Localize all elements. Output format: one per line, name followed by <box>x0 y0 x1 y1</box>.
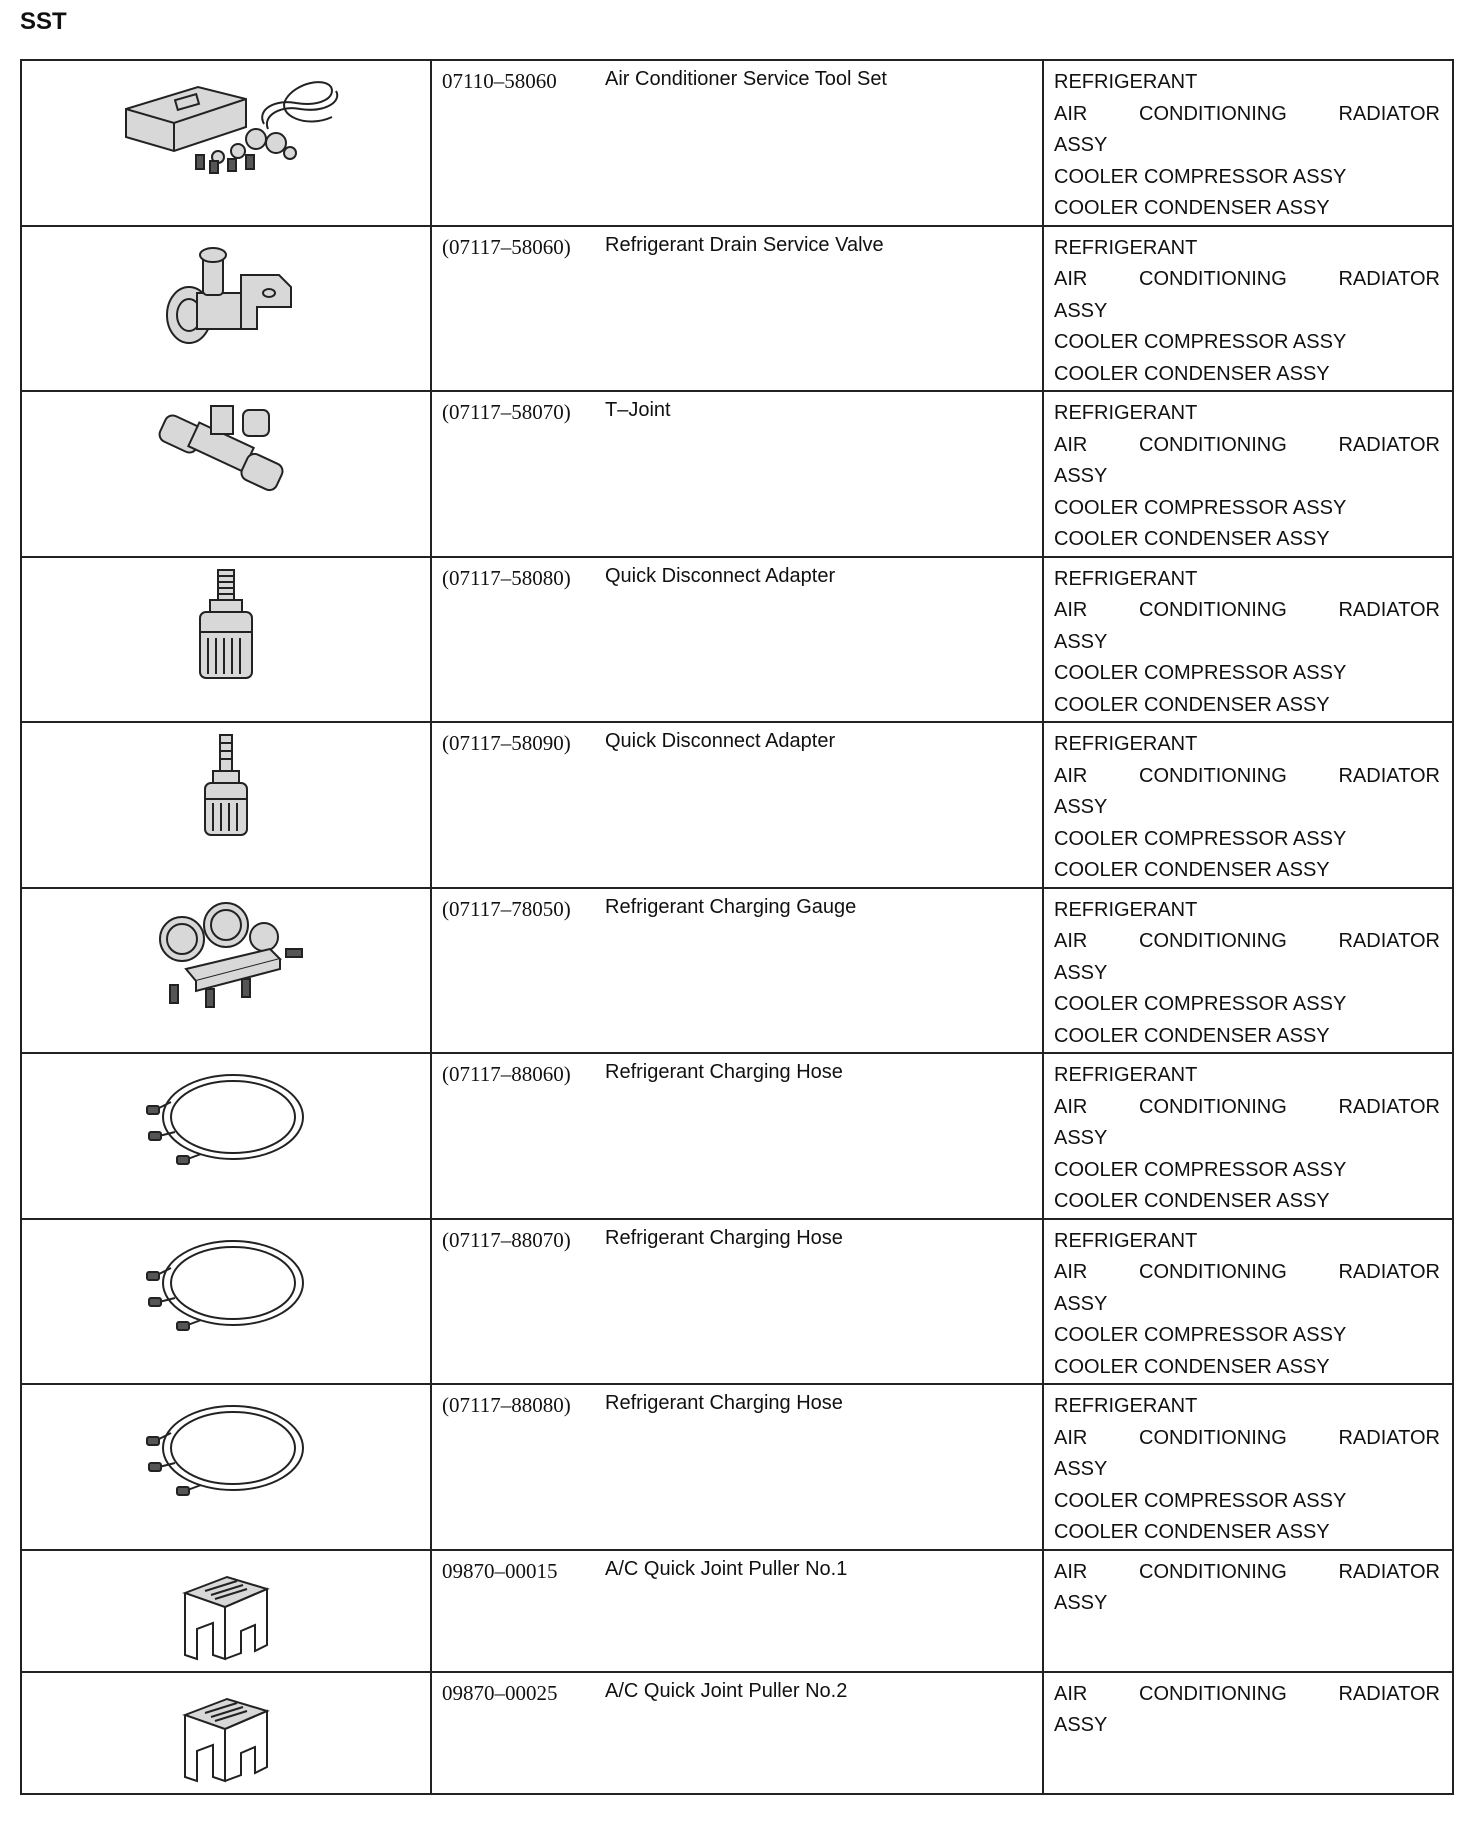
part-number-cell <box>431 888 593 1054</box>
tool-row <box>21 1219 1453 1385</box>
usage-item: COOLER COMPRESSOR ASSY <box>1054 1489 1347 1512</box>
tool-name-cell <box>593 1550 1043 1672</box>
tool-illustration-cell <box>21 226 431 392</box>
usage-cell <box>1043 1384 1453 1550</box>
tool-name: Refrigerant Charging Hose <box>605 1226 843 1249</box>
usage-cell <box>1043 391 1453 557</box>
tool-illustration-cell <box>21 1550 431 1672</box>
tool-row <box>21 1384 1453 1550</box>
usage-item: AIR CONDITIONING RADIATOR <box>1054 1426 1440 1449</box>
part-number-cell <box>431 557 593 723</box>
part-number-cell <box>431 1219 593 1385</box>
usage-cell <box>1043 1219 1453 1385</box>
part-number-cell <box>431 722 593 888</box>
part-number-cell <box>431 1053 593 1219</box>
tool-name: A/C Quick Joint Puller No.1 <box>605 1557 848 1580</box>
usage-item: COOLER COMPRESSOR ASSY <box>1054 662 1347 684</box>
usage-item: REFRIGERANT <box>1054 1395 1198 1417</box>
tool-name-cell <box>593 557 1043 723</box>
tool-name-cell <box>593 1672 1043 1794</box>
usage-item: AIR CONDITIONING RADIATOR <box>1054 102 1440 125</box>
usage-cell <box>1043 557 1453 723</box>
hose-icon <box>22 1054 430 1172</box>
part-number: (07117–88080) <box>442 1393 571 1417</box>
usage-item: COOLER COMPRESSOR ASSY <box>1054 1158 1347 1181</box>
tool-name: Air Conditioner Service Tool Set <box>605 68 887 90</box>
usage-item: COOLER COMPRESSOR ASSY <box>1054 331 1347 353</box>
usage-item: AIR CONDITIONING RADIATOR <box>1054 1682 1440 1705</box>
usage-item: COOLER COMPRESSOR ASSY <box>1054 1324 1347 1346</box>
adapter-small-icon <box>22 723 430 841</box>
usage-item: COOLER COMPRESSOR ASSY <box>1054 165 1347 188</box>
usage-item: REFRIGERANT <box>1054 236 1198 259</box>
part-number-cell <box>431 60 593 226</box>
usage-item: AIR CONDITIONING RADIATOR <box>1054 599 1440 621</box>
tool-row <box>21 1053 1453 1219</box>
usage-item: AIR CONDITIONING RADIATOR <box>1054 930 1440 952</box>
usage-item: COOLER CONDENSER ASSY <box>1054 1190 1330 1212</box>
tool-row <box>21 391 1453 557</box>
hose-icon <box>22 1385 430 1503</box>
usage-item: REFRIGERANT <box>1054 1064 1198 1086</box>
usage-item: COOLER COMPRESSOR ASSY <box>1054 496 1347 519</box>
part-number: (07117–58060) <box>442 234 571 259</box>
usage-item: COOLER CONDENSER ASSY <box>1054 197 1330 219</box>
tool-name: Refrigerant Charging Hose <box>605 1392 843 1414</box>
usage-item: ASSY <box>1054 630 1108 653</box>
usage-item: COOLER CONDENSER ASSY <box>1054 1521 1330 1543</box>
usage-item: REFRIGERANT <box>1054 71 1198 93</box>
usage-cell <box>1043 1550 1453 1672</box>
usage-cell <box>1043 722 1453 888</box>
tool-row <box>21 1550 1453 1672</box>
tool-name-cell <box>593 391 1043 557</box>
tool-row <box>21 557 1453 723</box>
usage-item: AIR CONDITIONING RADIATOR <box>1054 433 1440 456</box>
adapter-icon <box>22 558 430 686</box>
usage-item: COOLER CONDENSER ASSY <box>1054 1355 1330 1378</box>
usage-item: ASSY <box>1054 1127 1108 1149</box>
part-number: 09870–00015 <box>442 1558 558 1583</box>
tool-illustration-cell <box>21 557 431 723</box>
gauge-manifold-icon <box>22 889 430 1017</box>
part-number-cell <box>431 391 593 557</box>
tool-name: Quick Disconnect Adapter <box>605 564 836 587</box>
usage-item: AIR CONDITIONING RADIATOR <box>1054 1560 1440 1583</box>
tool-illustration-cell <box>21 60 431 226</box>
usage-cell <box>1043 1053 1453 1219</box>
tool-name-cell <box>593 60 1043 226</box>
part-number: (07117–58080) <box>442 565 571 590</box>
part-number: (07117–88070) <box>442 1227 571 1252</box>
usage-item: AIR CONDITIONING RADIATOR <box>1054 1095 1440 1118</box>
tool-row <box>21 60 1453 226</box>
joint-puller-icon <box>22 1673 430 1791</box>
tool-name-cell <box>593 1384 1043 1550</box>
tool-illustration-cell <box>21 722 431 888</box>
tool-name: Refrigerant Drain Service Valve <box>605 233 884 256</box>
sst-table <box>20 59 1454 1795</box>
part-number: (07117–78050) <box>442 896 571 921</box>
usage-item: REFRIGERANT <box>1054 567 1198 590</box>
usage-cell <box>1043 888 1453 1054</box>
tool-row <box>21 226 1453 392</box>
tool-name-cell <box>593 1053 1043 1219</box>
tool-illustration-cell <box>21 1384 431 1550</box>
part-number: 07110–58060 <box>442 69 557 93</box>
usage-cell <box>1043 226 1453 392</box>
part-number-cell <box>431 1672 593 1794</box>
part-number-cell <box>431 1384 593 1550</box>
tool-name: Quick Disconnect Adapter <box>605 730 836 752</box>
usage-cell <box>1043 60 1453 226</box>
usage-item: REFRIGERANT <box>1054 898 1198 921</box>
usage-item: COOLER CONDENSER ASSY <box>1054 362 1330 385</box>
tool-illustration-cell <box>21 1219 431 1385</box>
part-number-cell <box>431 226 593 392</box>
tool-name: Refrigerant Charging Hose <box>605 1061 843 1083</box>
usage-item: ASSY <box>1054 796 1108 818</box>
tool-illustration-cell <box>21 888 431 1054</box>
tool-illustration-cell <box>21 1672 431 1794</box>
tool-name-cell <box>593 1219 1043 1385</box>
part-number-cell <box>431 1550 593 1672</box>
usage-item: ASSY <box>1054 134 1108 156</box>
usage-item: AIR CONDITIONING RADIATOR <box>1054 268 1440 290</box>
usage-item: REFRIGERANT <box>1054 402 1198 424</box>
usage-item: ASSY <box>1054 465 1108 487</box>
tool-name-cell <box>593 226 1043 392</box>
part-number: (07117–88060) <box>442 1062 571 1086</box>
part-number: (07117–58090) <box>442 731 571 755</box>
tool-name-cell <box>593 722 1043 888</box>
usage-item: REFRIGERANT <box>1054 733 1198 755</box>
usage-item: COOLER COMPRESSOR ASSY <box>1054 993 1347 1015</box>
tool-row <box>21 1672 1453 1794</box>
usage-item: COOLER CONDENSER ASSY <box>1054 693 1330 716</box>
t-joint-icon <box>22 392 430 500</box>
usage-item: ASSY <box>1054 1592 1108 1614</box>
usage-cell <box>1043 1672 1453 1794</box>
page-title: SST <box>20 8 67 35</box>
usage-item: AIR CONDITIONING RADIATOR <box>1054 764 1440 787</box>
part-number: 09870–00025 <box>442 1680 558 1705</box>
tool-row <box>21 888 1453 1054</box>
usage-item: ASSY <box>1054 961 1108 984</box>
usage-item: ASSY <box>1054 1292 1108 1315</box>
tool-name: T–Joint <box>605 399 671 421</box>
part-number: (07117–58070) <box>442 400 571 424</box>
tool-row <box>21 722 1453 888</box>
joint-puller-icon <box>22 1551 430 1669</box>
usage-item: COOLER CONDENSER ASSY <box>1054 859 1330 881</box>
usage-item: ASSY <box>1054 299 1108 322</box>
usage-item: COOLER CONDENSER ASSY <box>1054 1024 1330 1047</box>
usage-item: ASSY <box>1054 1458 1108 1480</box>
usage-item: COOLER CONDENSER ASSY <box>1054 528 1330 550</box>
drain-valve-icon <box>22 227 430 355</box>
tool-illustration-cell <box>21 391 431 557</box>
hose-icon <box>22 1220 430 1338</box>
tool-set-case-icon <box>22 61 430 181</box>
usage-item: COOLER COMPRESSOR ASSY <box>1054 827 1347 850</box>
usage-item: AIR CONDITIONING RADIATOR <box>1054 1261 1440 1283</box>
tool-name: A/C Quick Joint Puller No.2 <box>605 1679 848 1702</box>
tool-illustration-cell <box>21 1053 431 1219</box>
usage-item: REFRIGERANT <box>1054 1229 1198 1252</box>
tool-name: Refrigerant Charging Gauge <box>605 895 857 918</box>
usage-item: ASSY <box>1054 1714 1108 1736</box>
tool-name-cell <box>593 888 1043 1054</box>
